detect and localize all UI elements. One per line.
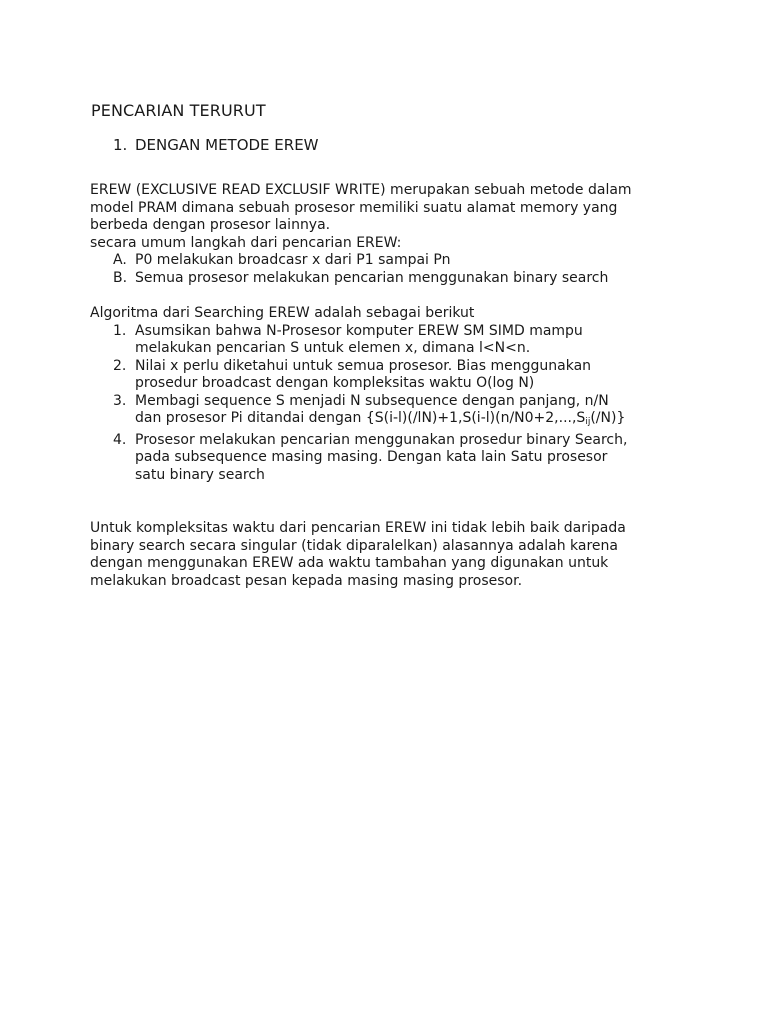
list-item-line (135, 410, 690, 432)
list-item-line: Membagi sequence S menjadi N subsequence dengan panjang, n/N (135, 392, 609, 409)
list-item-line: melakukan pencarian S untuk elemen x, dimana l<N<n. (135, 340, 531, 356)
section-title: DENGAN METODE EREW (135, 136, 319, 154)
formula-subscript: ij (585, 417, 591, 427)
list-item-text (135, 432, 690, 485)
intro-paragraph (90, 182, 690, 287)
list-item-text: Semua prosesor melakukan pencarian menggunakan binary search (135, 269, 609, 286)
list-item (90, 393, 690, 432)
list-item-line: satu binary search (135, 466, 265, 483)
list-item (90, 323, 690, 358)
section-heading (113, 136, 319, 154)
list-item (90, 270, 690, 288)
conclusion-paragraph (90, 520, 690, 590)
formula-text: dan prosesor Pi ditandai dengan {S(i-l)(/lN)+1,S(i-l)(n/N0+2,...,S (135, 410, 586, 426)
conclusion-line: Untuk kompleksitas waktu dari pencarian EREW ini tidak lebih baik daripada (90, 520, 626, 536)
algorithm-list (90, 323, 690, 485)
list-item-line: Asumsikan bahwa N-Prosesor komputer EREW SM SIMD mampu (135, 322, 583, 339)
list-marker: B. (113, 269, 128, 286)
list-marker: 2. (113, 357, 127, 374)
formula-tail: (/N)} (590, 410, 626, 426)
algorithm-paragraph (90, 305, 690, 484)
list-item (90, 252, 690, 270)
list-item-text (135, 323, 690, 358)
list-item-text (135, 358, 690, 393)
list-item-line: Nilai x perlu diketahui untuk semua prosesor. Bias menggunakan (135, 357, 592, 374)
page-title: PENCARIAN TERURUT (91, 101, 266, 120)
list-item (90, 432, 690, 485)
intro-line: berbeda dengan prosesor lainnya. (90, 217, 331, 233)
list-marker: A. (113, 252, 127, 268)
list-marker: 1. (113, 322, 127, 339)
intro-line: EREW (EXCLUSIVE READ EXCLUSIF WRITE) merupakan sebuah metode dalam (90, 182, 632, 198)
intro-line: secara umum langkah dari pencarian EREW: (90, 234, 402, 251)
conclusion-line: binary search secara singular (tidak diparalelkan) alasannya adalah karena (90, 537, 618, 554)
conclusion-line: dengan menggunakan EREW ada waktu tambahan yang digunakan untuk (90, 555, 609, 571)
steps-list (90, 252, 690, 287)
list-item (90, 358, 690, 393)
list-marker: 3. (113, 392, 127, 409)
conclusion-line: melakukan broadcast pesan kepada masing masing prosesor. (90, 572, 523, 589)
list-item-text (135, 393, 690, 432)
intro-line: model PRAM dimana sebuah prosesor memiliki suatu alamat memory yang (90, 199, 618, 216)
section-number: 1. (113, 136, 128, 154)
list-item-line: prosedur broadcast dengan kompleksitas waktu O(log N) (135, 375, 535, 391)
list-item-line: pada subsequence masing masing. Dengan kata lain Satu prosesor (135, 449, 608, 465)
list-item-line: Prosesor melakukan pencarian menggunakan prosedur binary Search, (135, 431, 628, 448)
algorithm-heading: Algoritma dari Searching EREW adalah sebagai berikut (90, 305, 475, 321)
list-marker: 4. (113, 431, 127, 448)
list-item-text: P0 melakukan broadcasr x dari P1 sampai Pn (135, 252, 451, 268)
